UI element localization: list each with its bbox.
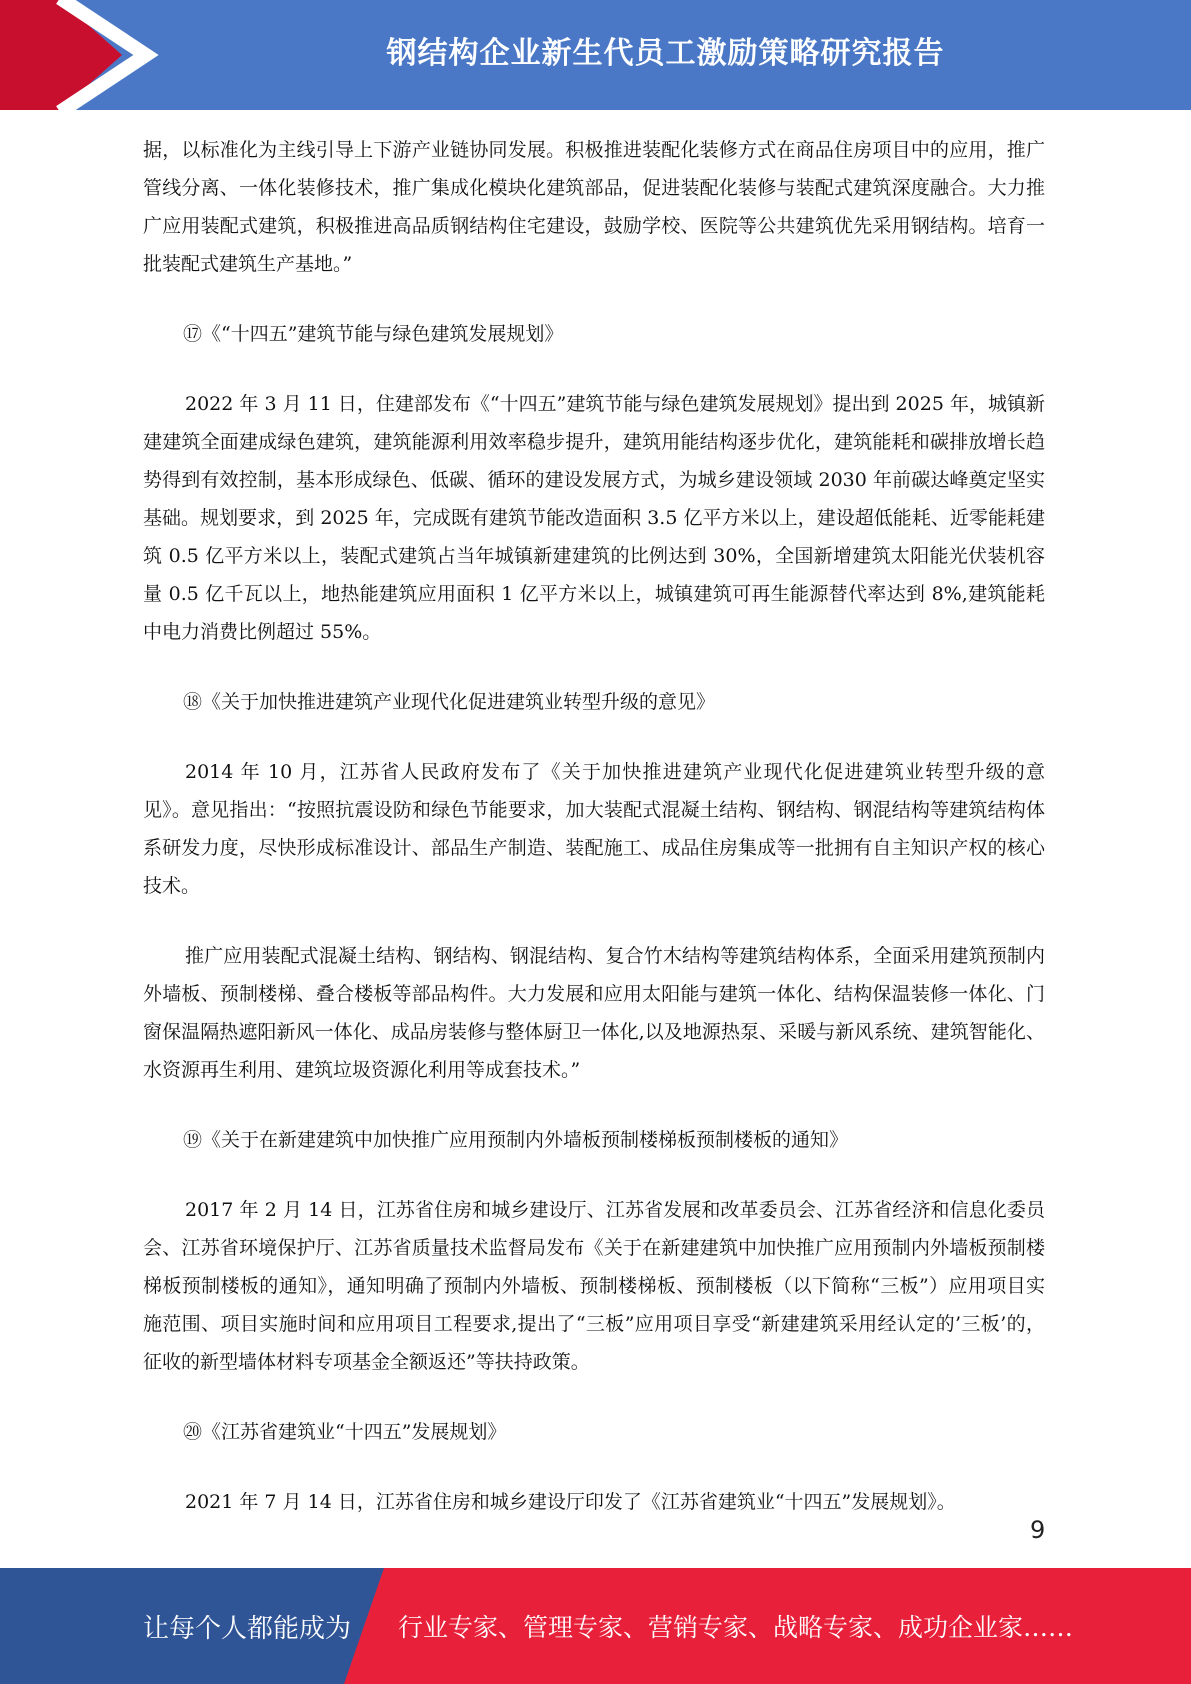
- paragraph-18b: 推广应用装配式混凝土结构、钢结构、钢混结构、复合竹木结构等建筑结构体系，全面采用建筑预制内外墙板、预制楼梯、叠合楼板等部品构件。大力发展和应用太阳能与建筑一体化、结构保温装修一体化、门窗保温隔热遮阳新风一体化、成品房装修与整体厨卫一体化,以及地源热泵、采暖与新风系统、建筑智能化、水资源再生利用、建筑垃圾资源化利用等成套技术。”: [143, 945, 1045, 1081]
- paragraph-18a: 2014 年 10 月，江苏省人民政府发布了《关于加快推进建筑产业现代化促进建筑业转型升级的意见》。意见指出：“按照抗震设防和绿色节能要求，加大装配式混凝土结构、钢结构、钢混结构等建筑结构体系研发力度，尽快形成标准设计、部品生产制造、装配施工、成品住房集成等一批拥有自主知识产权的核心技术。: [143, 761, 1045, 897]
- document-title: 钢结构企业新生代员工激励策略研究报告: [386, 36, 945, 71]
- section-heading-20: ⑳《江苏省建筑业“十四五”发展规划》: [183, 1421, 507, 1443]
- paragraph-19: 2017 年 2 月 14 日，江苏省住房和城乡建设厅、江苏省发展和改革委员会、江苏省经济和信息化委员会、江苏省环境保护厅、江苏省质量技术监督局发布《关于在新建建筑中加快推广应用预制内外墙板预制楼梯板预制楼板的通知》，通知明确了预制内外墙板、预制楼梯板、预制楼板（以下简称“三板”）应用项目实施范围、项目实施时间和应用项目工程要求,提出了“三板”应用项目享受“新建建筑采用经认定的’三板’的，征收的新型墙体材料专项基金全额返还”等扶持政策。: [143, 1199, 1045, 1373]
- page-header: [0, 0, 1191, 110]
- section-heading-17: ⑰《“十四五”建筑节能与绿色建筑发展规划》: [183, 323, 564, 345]
- page-number: 9: [1030, 1516, 1046, 1544]
- footer-slogan-left: 让每个人都能成为: [143, 1613, 352, 1644]
- paragraph-17: 2022 年 3 月 11 日，住建部发布《“十四五”建筑节能与绿色建筑发展规划》提出到 2025 年，城镇新建建筑全面建成绿色建筑，建筑能源利用效率稳步提升，建筑用能结构逐步优化，建筑能耗和碳排放增长趋势得到有效控制，基本形成绿色、低碳、循环的建设发展方式，为城乡建设领域 2030 年前碳达峰奠定坚实基础。规划要求，到 2025 年，完成既有建筑节能改造面积 3.5 亿平方米以上，建设超低能耗、近零能耗建筑 0.5 亿平方米以上，装配式建筑占当年城镇新建建筑的比例达到 30%，全国新增建筑太阳能光伏装机容量 0.5 亿千瓦以上，地热能建筑应用面积 1 亿平方米以上，城镇建筑可再生能源替代率达到 8%,建筑能耗中电力消费比例超过 55%。: [143, 393, 1045, 643]
- paragraph-continuation: 据，以标准化为主线引导上下游产业链协同发展。积极推进装配化装修方式在商品住房项目中的应用，推广管线分离、一体化装修技术，推广集成化模块化建筑部品，促进装配化装修与装配式建筑深度融合。大力推广应用装配式建筑，积极推进高品质钢结构住宅建设，鼓励学校、医院等公共建筑优先采用钢结构。培育一批装配式建筑生产基地。”: [143, 139, 1045, 275]
- page-content: [143, 131, 1045, 1521]
- paragraph-20: 2021 年 7 月 14 日，江苏省住房和城乡建设厅印发了《江苏省建筑业“十四五”发展规划》。: [185, 1491, 956, 1513]
- section-heading-19: ⑲《关于在新建建筑中加快推广应用预制内外墙板预制楼梯板预制楼板的通知》: [183, 1129, 849, 1151]
- page-footer: [0, 1568, 1191, 1684]
- footer-slogan-right: 行业专家、管理专家、营销专家、战略专家、成功企业家……: [398, 1613, 1074, 1642]
- section-heading-18: ⑱《关于加快推进建筑产业现代化促进建筑业转型升级的意见》: [183, 691, 716, 713]
